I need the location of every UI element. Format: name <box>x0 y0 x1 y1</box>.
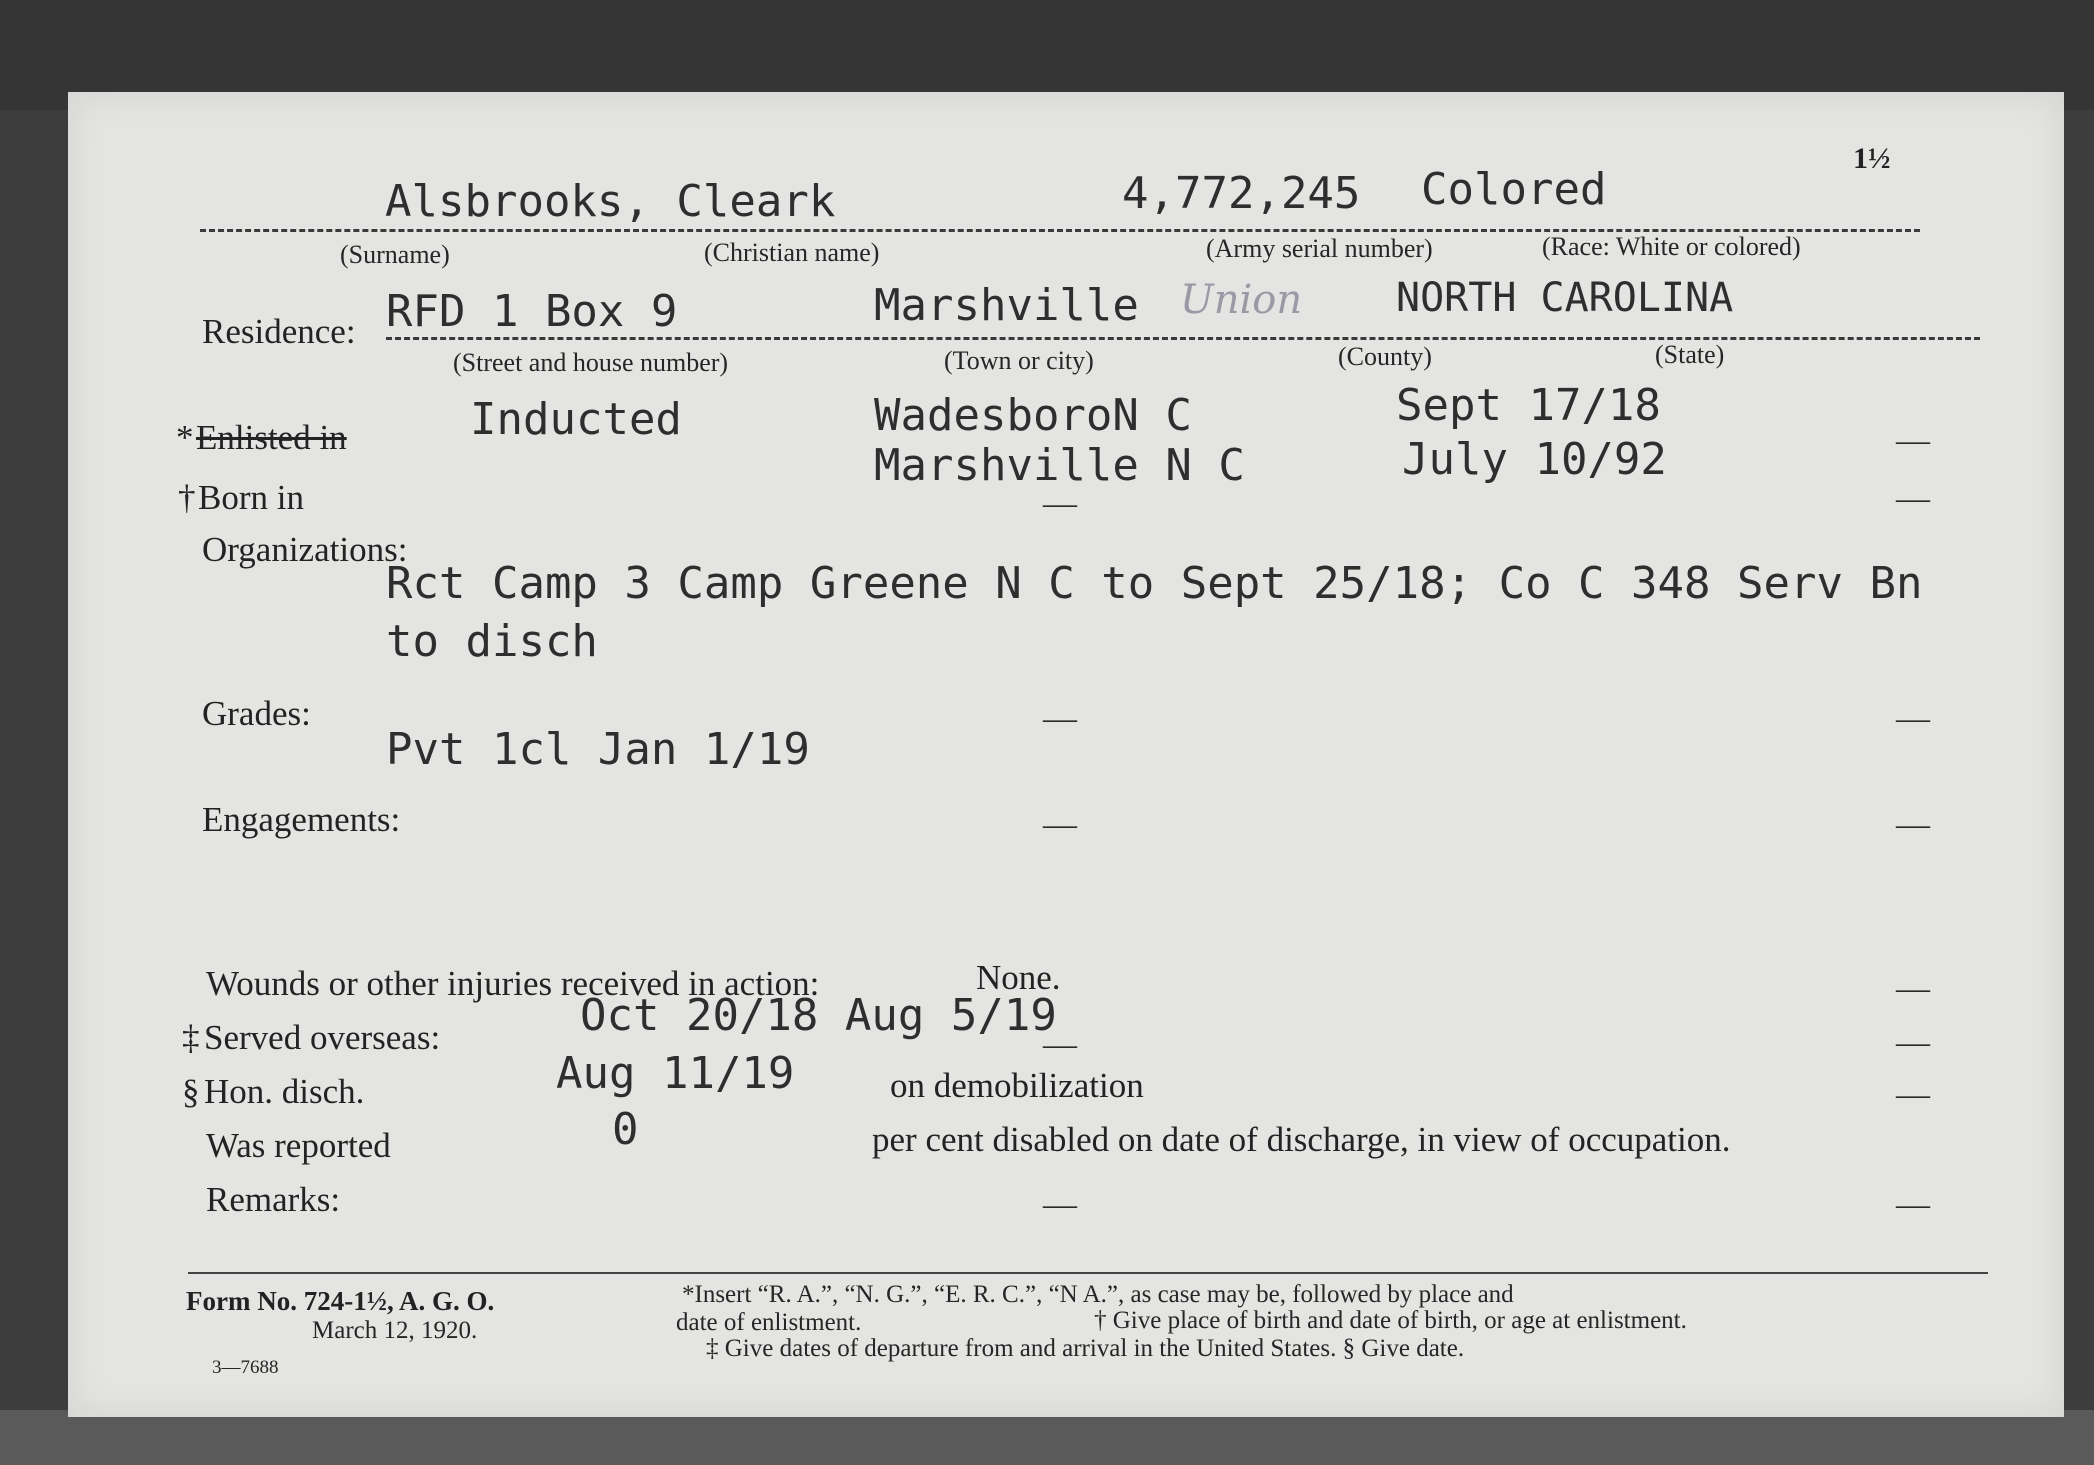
caption-christian-name: (Christian name) <box>704 238 880 267</box>
footnote-enlistment: *Insert “R. A.”, “N. G.”, “E. R. C.”, “N A.”, as case may be, followed by place and <box>682 1281 1514 1308</box>
organizations-label: Organizations: <box>202 530 408 569</box>
discharge-end-dash: — <box>1896 1076 1930 1113</box>
grades-value: Pvt 1cl Jan 1/19 <box>386 724 810 775</box>
caption-serial: (Army serial number) <box>1206 234 1433 263</box>
remarks-label: Remarks: <box>206 1180 341 1219</box>
organizations-line1: Rct Camp 3 Camp Greene N C to Sept 25/18; Co C 348 Serv Bn <box>386 558 1923 609</box>
serial-number: 4,772,245 <box>1122 168 1361 219</box>
scan-background-bottom <box>0 1410 2094 1465</box>
wounds-value: None. <box>976 958 1061 997</box>
caption-street: (Street and house number) <box>453 348 729 377</box>
residence-label: Residence: <box>202 312 356 351</box>
remarks-end-dash: — <box>1896 1186 1930 1223</box>
engagements-mid-dash: — <box>1043 806 1077 843</box>
soldier-name: Alsbrooks, Cleark <box>385 176 836 227</box>
born-end-dash: — <box>1896 480 1930 517</box>
residence-county-handwritten: Union <box>1180 277 1303 323</box>
print-number: 3—7688 <box>212 1357 279 1378</box>
remarks-mid-dash: — <box>1043 1186 1077 1223</box>
born-marker: † <box>178 478 196 517</box>
footer-rule <box>188 1272 1988 1274</box>
wounds-label: Wounds or other injuries received in action: <box>206 964 820 1003</box>
grades-label: Grades: <box>202 694 311 733</box>
reported-label: Was reported <box>206 1126 391 1165</box>
overseas-end-dash: — <box>1896 1024 1930 1061</box>
caption-state: (State) <box>1655 340 1725 369</box>
form-number: Form No. 724-1½, A. G. O. <box>186 1286 495 1316</box>
discharge-date: Aug 11/19 <box>556 1048 795 1099</box>
residence-town: Marshville <box>874 280 1139 331</box>
enlisted-date: Sept 17/18 <box>1396 380 1661 431</box>
enlisted-end-dash: — <box>1896 422 1930 459</box>
reported-value: 0 <box>612 1104 639 1155</box>
footnote-overseas-date: ‡ Give dates of departure from and arrival in the United States. § Give date. <box>706 1335 1465 1362</box>
residence-state: NORTH CAROLINA <box>1396 275 1734 321</box>
enlisted-marker: * <box>176 418 194 457</box>
reported-note: per cent disabled on date of discharge, in view of occupation. <box>872 1120 1731 1159</box>
enlisted-label: Enlisted in <box>196 418 347 457</box>
overseas-mid-dash: — <box>1043 1026 1077 1063</box>
discharge-label: Hon. disch. <box>204 1072 365 1111</box>
wounds-end-dash: — <box>1896 970 1930 1007</box>
footnote-enlistment-cont: date of enlistment. <box>676 1309 862 1336</box>
form-corner-number: 1½ <box>1853 142 1891 175</box>
caption-race: (Race: White or colored) <box>1542 232 1801 261</box>
engagements-label: Engagements: <box>202 800 401 839</box>
overseas-marker: ‡ <box>182 1018 200 1057</box>
enlisted-how: Inducted <box>470 394 682 445</box>
born-label: Born in <box>198 478 304 517</box>
enlisted-place: WadesboroN C <box>874 390 1192 441</box>
race: Colored <box>1421 164 1607 215</box>
caption-surname: (Surname) <box>340 240 450 269</box>
overseas-label: Served overseas: <box>204 1018 441 1057</box>
discharge-note: on demobilization <box>890 1066 1144 1105</box>
grades-mid-dash: — <box>1043 700 1077 737</box>
born-date: July 10/92 <box>1402 434 1667 485</box>
organizations-line2: to disch <box>386 616 598 667</box>
born-mid-dash: — <box>1043 485 1077 522</box>
caption-county: (County) <box>1338 342 1432 371</box>
engagements-end-dash: — <box>1896 806 1930 843</box>
residence-dotted-line <box>386 337 1980 340</box>
born-place: Marshville N C <box>874 440 1245 491</box>
grades-end-dash: — <box>1896 700 1930 737</box>
form-date: March 12, 1920. <box>312 1317 478 1344</box>
caption-town: (Town or city) <box>944 346 1094 375</box>
overseas-value: Oct 20/18 Aug 5/19 <box>580 990 1057 1041</box>
residence-street: RFD 1 Box 9 <box>386 286 678 337</box>
footnote-birth: † Give place of birth and date of birth, or age at enlistment. <box>1094 1307 1687 1334</box>
service-record-card <box>68 92 2064 1417</box>
discharge-marker: § <box>182 1072 200 1111</box>
